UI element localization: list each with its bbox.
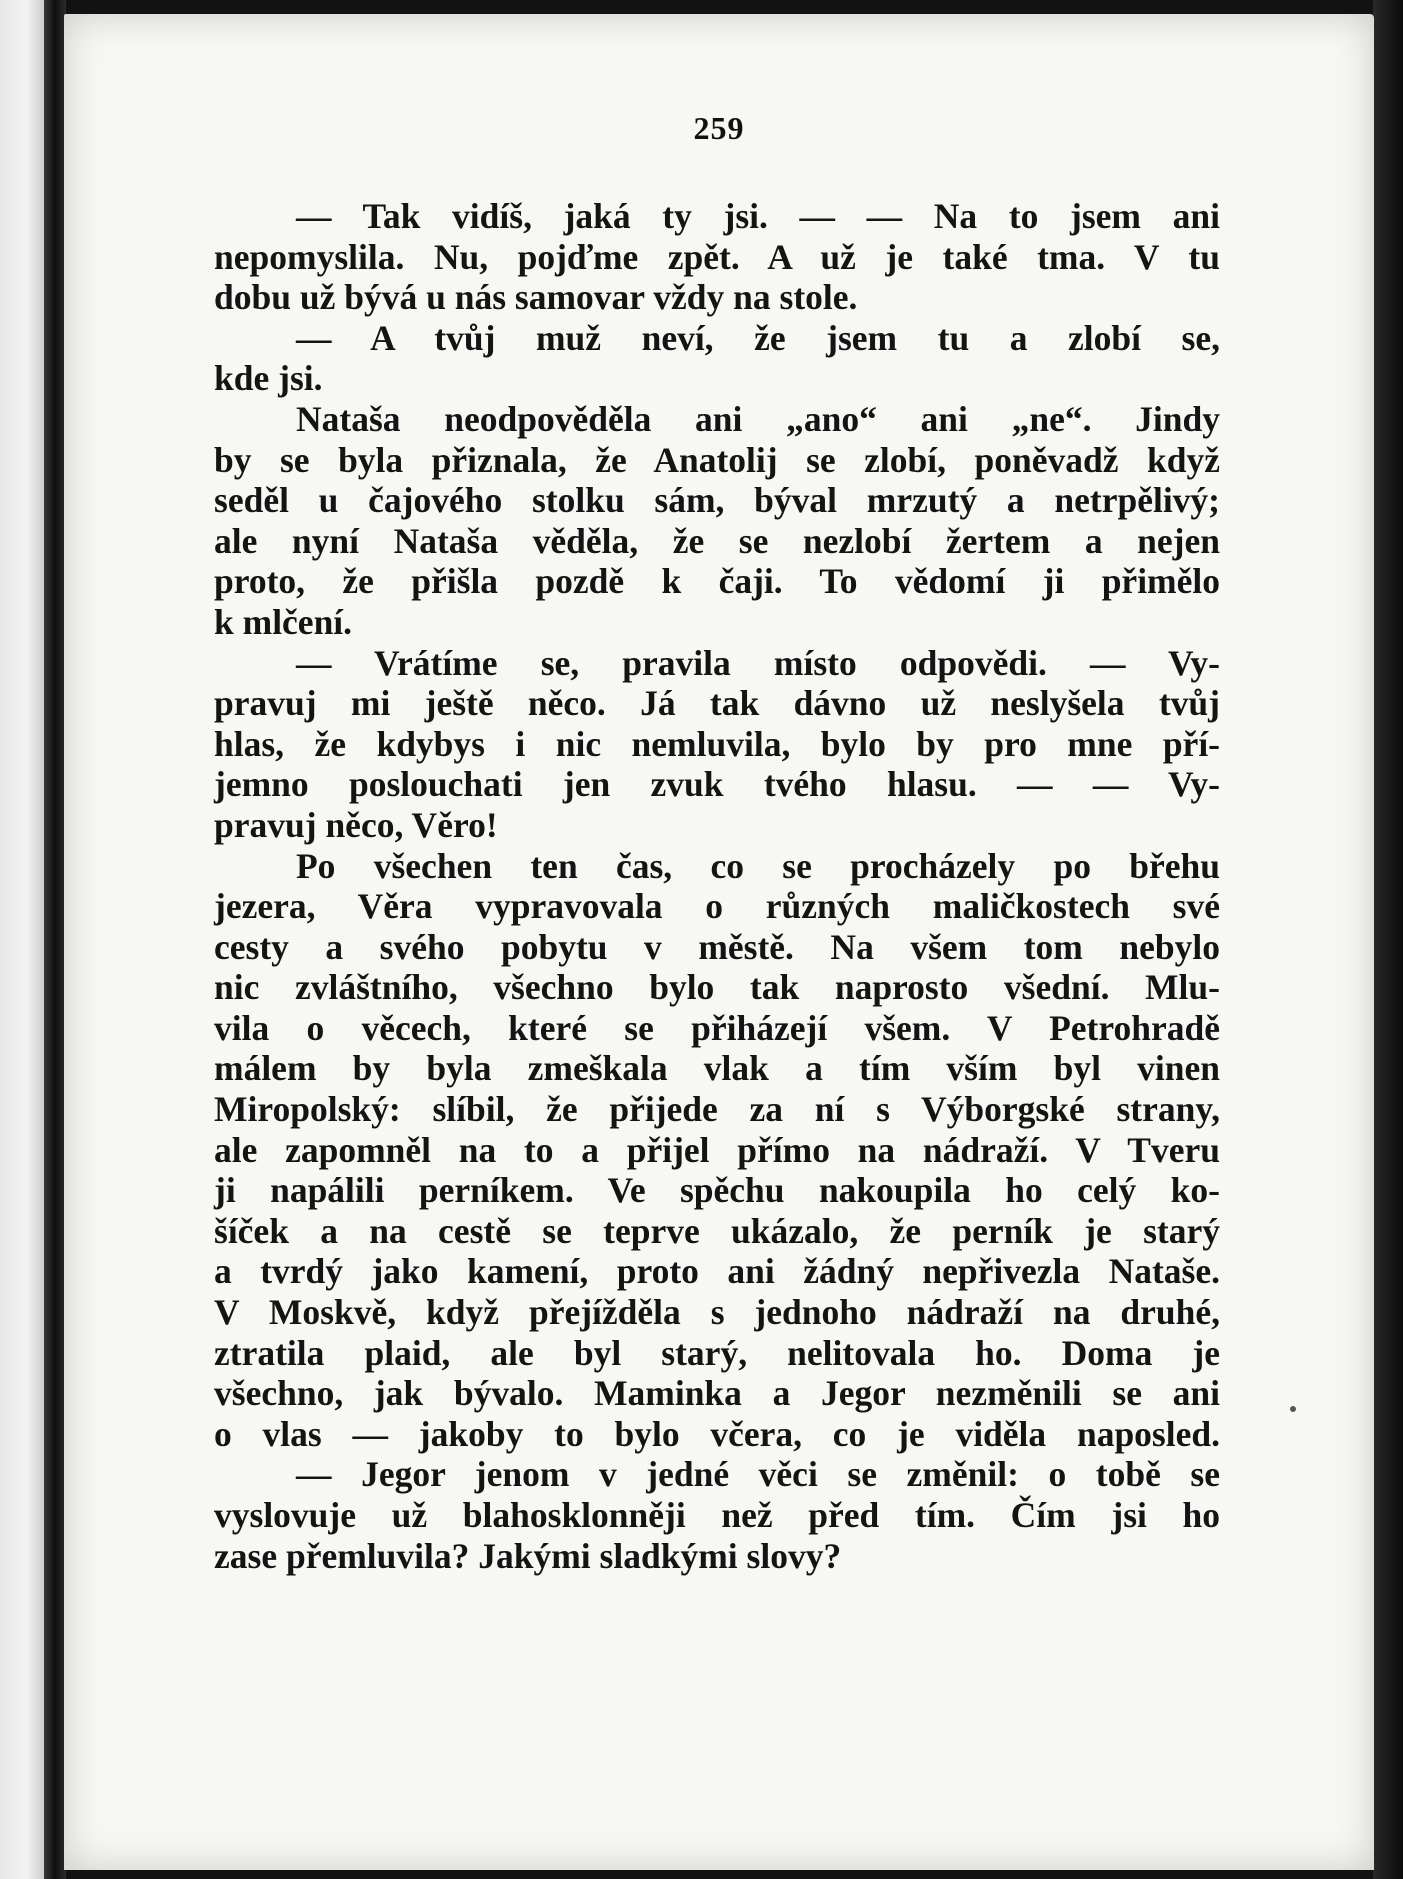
text-line: šíček a na cestě se teprve ukázalo, že perník je starý	[214, 1210, 1220, 1251]
text-line: Nataša neodpověděla ani „ano“ ani „ne“. Jindy	[296, 398, 1220, 439]
text-line: Po všechen ten čas, co se procházely po břehu	[296, 845, 1220, 886]
text-line: — A tvůj muž neví, že jsem tu a zlobí se,	[296, 317, 1220, 358]
text-line: zase přemluvila? Jakými sladkými slovy?	[214, 1535, 842, 1576]
text-line: kde jsi.	[214, 358, 323, 399]
text-line: vyslovuje už blahosklonněji než před tím. Čím jsi ho	[214, 1495, 1220, 1535]
text-line: a tvrdý jako kamení, proto ani žádný nepřivezla Nataše.	[214, 1251, 1220, 1292]
page-text	[214, 196, 1220, 1576]
text-line: málem by byla zmeškala vlak a tím vším byl vinen	[214, 1048, 1220, 1089]
text-line: Miropolský: slíbil, že přijede za ní s Výborgské strany,	[214, 1089, 1220, 1130]
text-line: — Vrátíme se, pravila místo odpovědi. — Vy-	[296, 642, 1220, 683]
text-line: hlas, že kdybys i nic nemluvila, bylo by pro mne pří-	[214, 723, 1220, 764]
text-line: — Tak vidíš, jaká ty jsi. — — Na to jsem ani	[296, 196, 1220, 236]
book-gutter	[44, 0, 66, 1879]
text-line: nepomyslila. Nu, pojďme zpět. A už je také tma. V tu	[214, 236, 1220, 277]
right-scan-edge	[1373, 0, 1403, 1879]
text-line: pravuj něco, Věro!	[214, 804, 498, 845]
text-line: proto, že přišla pozdě k čaji. To vědomí ji přimělo	[214, 561, 1220, 602]
text-line: cesty a svého pobytu v městě. Na všem tom nebylo	[214, 926, 1220, 967]
text-line: seděl u čajového stolku sám, býval mrzutý a netrpělivý;	[214, 480, 1220, 521]
text-line: o vlas — jakoby to bylo včera, co je viděla naposled.	[214, 1413, 1220, 1454]
book-page	[64, 14, 1374, 1870]
text-line: — Jegor jenom v jedné věci se změnil: o tobě se	[296, 1454, 1220, 1495]
page-number: 259	[693, 110, 745, 146]
text-line: vila o věcech, které se přiházejí všem. V Petrohradě	[214, 1007, 1220, 1048]
text-line: ztratila plaid, ale byl starý, nelitovala ho. Doma je	[214, 1332, 1220, 1373]
facing-page-edge	[0, 0, 44, 1879]
text-line: jezera, Věra vypravovala o různých maličkostech své	[214, 886, 1220, 927]
text-line: ale nyní Nataša věděla, že se nezlobí žertem a nejen	[214, 520, 1220, 561]
text-line: k mlčení.	[214, 601, 353, 642]
text-line: V Moskvě, když přejížděla s jednoho nádraží na druhé,	[214, 1292, 1220, 1333]
text-line: by se byla přiznala, že Anatolij se zlobí, poněvadž když	[214, 439, 1220, 480]
text-line: jemno poslouchati jen zvuk tvého hlasu. — — Vy-	[214, 764, 1220, 805]
text-line: ale zapomněl na to a přijel přímo na nádraží. V Tveru	[214, 1129, 1220, 1170]
text-line: ji napálili perníkem. Ve spěchu nakoupila ho celý ko-	[214, 1170, 1220, 1211]
speck	[1290, 1406, 1296, 1412]
text-line: pravuj mi ještě něco. Já tak dávno už neslyšela tvůj	[214, 683, 1220, 724]
text-line: dobu už bývá u nás samovar vždy na stole.	[214, 277, 858, 318]
text-line: nic zvláštního, všechno bylo tak naprosto všední. Mlu-	[214, 967, 1220, 1008]
text-line: všechno, jak bývalo. Maminka a Jegor nezměnili se ani	[214, 1373, 1220, 1414]
